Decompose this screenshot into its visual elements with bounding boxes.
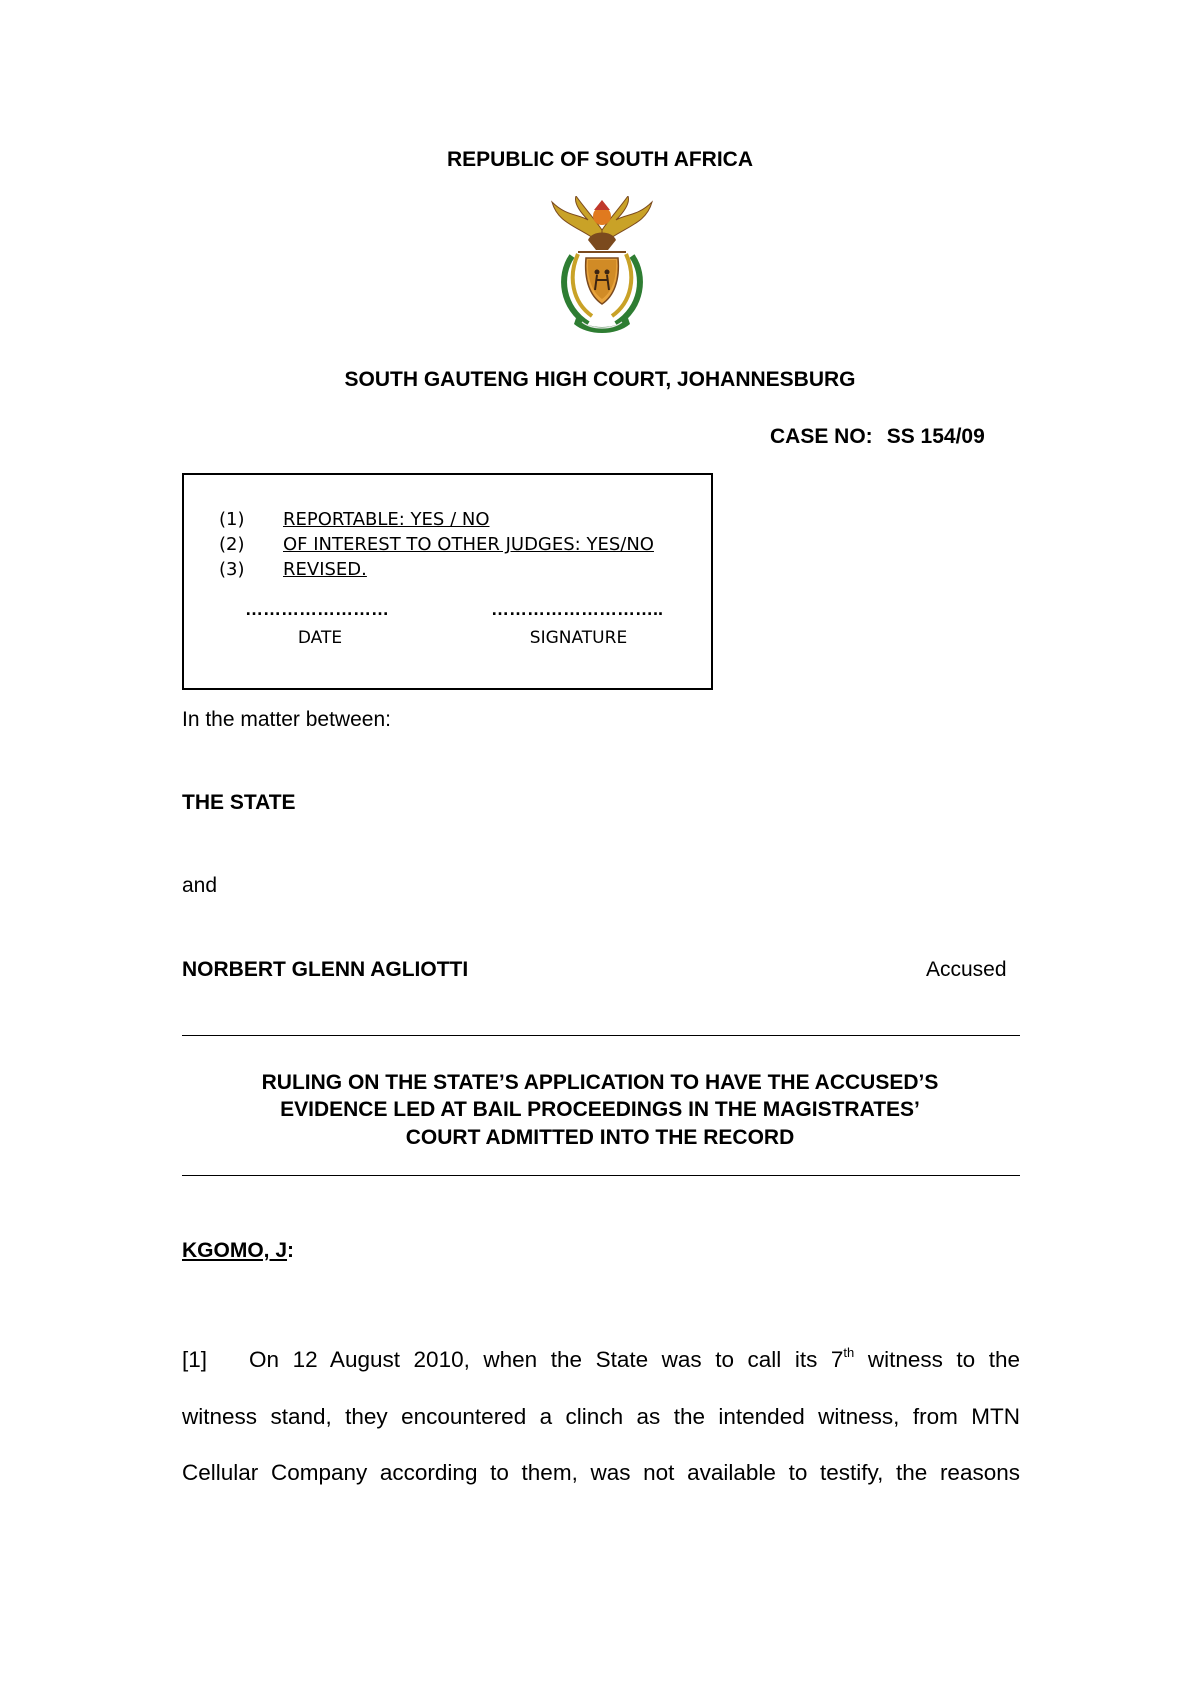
- court-heading: SOUTH GAUTENG HIGH COURT, JOHANNESBURG: [344, 368, 856, 391]
- box-item-number: (3): [219, 559, 245, 580]
- republic-heading: REPUBLIC OF SOUTH AFRICA: [446, 148, 754, 171]
- date-dots: ……………………: [245, 599, 389, 619]
- box-item-text: OF INTEREST TO OTHER JUDGES: YES/NO: [283, 534, 654, 555]
- ruling-title-line2: EVIDENCE LED AT BAIL PROCEEDINGS IN THE MAGISTRATES’: [280, 1098, 920, 1121]
- and-text: and: [182, 874, 218, 897]
- paragraph-1-line2: witness stand, they encountered a clinch as the intended witness, from MTN: [182, 1404, 1020, 1429]
- plaintiff-name: THE STATE: [182, 791, 296, 814]
- case-number-value: SS 154/09: [886, 425, 985, 448]
- paragraph-1-line3: Cellular Company according to them, was not available to testify, the reasons: [182, 1460, 1020, 1485]
- case-number-line: [770, 425, 985, 449]
- date-label: DATE: [297, 628, 343, 648]
- box-item-reportable: [219, 509, 489, 530]
- paragraph-number: [1]: [182, 1347, 208, 1372]
- divider-top: [182, 1035, 1020, 1036]
- coat-of-arms-icon: [548, 196, 656, 336]
- divider-bottom: [182, 1175, 1020, 1176]
- accused-role: Accused: [926, 958, 1007, 981]
- paragraph-1-line1: [182, 1345, 1020, 1372]
- box-item-text: REVISED.: [283, 559, 367, 580]
- accused-name: NORBERT GLENN AGLIOTTI: [182, 958, 469, 981]
- paragraph-1-line2-wrap: [182, 1406, 1020, 1429]
- judge-name: KGOMO, J: [182, 1239, 288, 1262]
- reportable-box: [182, 473, 713, 690]
- matter-intro: In the matter between:: [182, 708, 391, 731]
- ruling-title-line1: RULING ON THE STATE’S APPLICATION TO HAVE THE ACCUSED’S: [261, 1071, 939, 1094]
- box-item-interest: [219, 534, 654, 555]
- paragraph-1-line3-wrap: [182, 1462, 1020, 1485]
- judge-heading: [182, 1239, 294, 1263]
- paragraph-1-line1-end: witness to the: [854, 1347, 1020, 1372]
- box-item-text: REPORTABLE: YES / NO: [283, 509, 490, 530]
- box-item-number: (1): [219, 509, 245, 530]
- box-item-revised: [219, 559, 367, 580]
- paragraph-1-line1-text: On 12 August 2010, when the State was to call its 7: [249, 1347, 844, 1372]
- signature-label: SIGNATURE: [529, 628, 628, 648]
- ruling-title-line3: COURT ADMITTED INTO THE RECORD: [405, 1126, 795, 1149]
- box-item-number: (2): [219, 534, 245, 555]
- judge-colon: :: [287, 1239, 295, 1262]
- signature-dots: ………………………..: [491, 599, 664, 619]
- ordinal-suffix: th: [843, 1345, 855, 1360]
- paragraph-1: [182, 1345, 1020, 1372]
- case-number-label: CASE NO:: [770, 425, 873, 448]
